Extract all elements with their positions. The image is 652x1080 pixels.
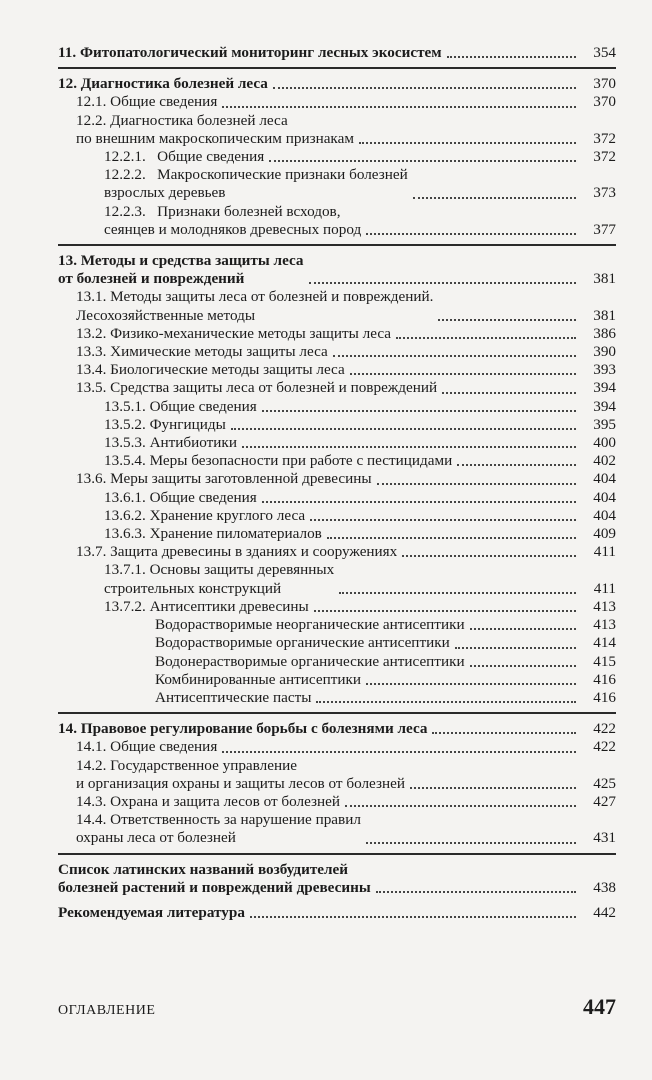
dot-leader (470, 628, 576, 630)
toc-entry-title-line: 13.1. Методы защиты леса от болезней и повреждений. (76, 288, 434, 306)
toc-entry-page: 381 (593, 270, 616, 288)
toc-entry-title (104, 416, 226, 434)
table-of-contents (58, 44, 616, 922)
toc-entry-title (76, 738, 217, 756)
toc-entry-page: 370 (593, 93, 616, 111)
dot-leader (377, 483, 576, 485)
toc-entry-title (104, 525, 322, 543)
dot-leader (410, 787, 576, 789)
toc-entry[interactable] (58, 598, 616, 616)
toc-entry-title-line: 11. Фитопатологический мониторинг лесных экосистем (58, 44, 442, 61)
toc-entry[interactable] (58, 720, 616, 738)
toc-entry[interactable] (58, 470, 616, 488)
toc-entry[interactable] (58, 793, 616, 811)
dot-leader (442, 392, 576, 394)
toc-entry-page: 404 (593, 488, 616, 506)
toc-entry-title-line: 13.7.2. Антисептики древесины (104, 597, 309, 615)
dot-leader (359, 142, 576, 144)
dot-leader (470, 665, 576, 667)
toc-entry-title-line: 13.3. Химические методы защиты леса (76, 343, 328, 361)
toc-entry-title-line: 14.2. Государственное управление (76, 756, 297, 774)
dot-leader (413, 197, 576, 199)
toc-entry-title-line: 13.6.2. Хранение круглого леса (104, 506, 306, 524)
toc-entry-title-line: 13.7. Защита древесины в зданиях и сооружениях (76, 543, 398, 561)
section-divider (58, 712, 616, 714)
dot-leader (222, 106, 576, 108)
dot-leader (231, 428, 576, 430)
toc-entry-title-line: 13.6.1. Общие сведения (104, 488, 257, 506)
toc-entry-title (104, 434, 237, 452)
toc-entry-page: 414 (593, 634, 616, 652)
toc-entry-page: 438 (593, 878, 616, 896)
dot-leader (345, 805, 576, 807)
toc-entry-page: 416 (593, 670, 616, 688)
dot-leader (333, 355, 576, 357)
page-number: 447 (583, 994, 616, 1019)
toc-entry-title (58, 252, 304, 288)
toc-entry-title-line: 13.2. Физико-механические методы защиты леса (76, 324, 392, 342)
toc-entry-page: 411 (593, 543, 616, 561)
dot-leader (314, 610, 576, 612)
toc-entry-page: 404 (593, 470, 616, 488)
toc-entry[interactable] (58, 671, 616, 689)
toc-entry-title-line: Список латинских названий возбудителей (58, 860, 349, 878)
toc-entry[interactable] (58, 525, 616, 543)
section-divider (58, 244, 616, 246)
toc-entry-title (76, 112, 354, 148)
toc-entry[interactable] (58, 148, 616, 166)
dot-leader (350, 373, 576, 375)
dot-leader (438, 319, 576, 321)
toc-entry-title-line: строительных конструкций (104, 579, 282, 597)
spacer (58, 897, 616, 904)
toc-entry-title (76, 793, 340, 811)
toc-entry[interactable] (58, 75, 616, 93)
toc-entry-title-line: 12.2. Диагностика болезней леса (76, 111, 288, 129)
toc-entry-page: 404 (593, 506, 616, 524)
toc-entry[interactable] (58, 325, 616, 343)
toc-entry-title (58, 720, 427, 738)
toc-entry-title-line: 12.2.3. Признаки болезней всходов, (104, 202, 341, 220)
toc-entry-page: 390 (593, 343, 616, 361)
toc-entry[interactable] (58, 203, 616, 239)
toc-entry-page: 393 (593, 361, 616, 379)
toc-entry-title-line: 13. Методы и средства защиты леса (58, 252, 304, 270)
toc-entry-title (104, 203, 361, 239)
toc-entry-page: 422 (593, 720, 616, 738)
toc-entry-title-line: сеянцев и молодняков древесных пород (104, 220, 362, 238)
toc-entry[interactable] (58, 861, 616, 897)
toc-entry-page: 381 (593, 306, 616, 324)
toc-entry-page: 354 (593, 44, 616, 61)
toc-entry-title-line: Рекомендуемая литература (58, 903, 245, 921)
toc-entry-title (58, 44, 442, 62)
dot-leader (455, 647, 576, 649)
dot-leader (402, 555, 576, 557)
toc-entry-page: 427 (593, 792, 616, 810)
running-footer-title: ОГЛАВЛЕНИЕ (58, 1003, 156, 1018)
dot-leader (273, 87, 576, 89)
toc-entry[interactable] (58, 507, 616, 525)
toc-entry-title-line: Водорастворимые неорганические антисептики (155, 616, 465, 634)
toc-entry-title (76, 288, 433, 324)
toc-entry-title (76, 379, 437, 397)
toc-entry-title (76, 811, 361, 847)
toc-entry-title (76, 325, 391, 343)
toc-entry-title-line: 12. Диагностика болезней леса (58, 75, 268, 93)
toc-entry[interactable] (58, 738, 616, 756)
toc-entry-page: 373 (593, 184, 616, 202)
toc-entry-page: 442 (593, 903, 616, 921)
toc-entry-title (76, 343, 328, 361)
toc-entry-title (155, 634, 450, 652)
toc-entry-title (104, 452, 452, 470)
toc-entry-page: 395 (593, 415, 616, 433)
dot-leader (242, 446, 576, 448)
toc-entry-title (104, 148, 264, 166)
toc-entry[interactable] (58, 252, 616, 288)
toc-entry-page: 411 (593, 579, 616, 597)
dot-leader (250, 916, 576, 918)
toc-entry-page: 402 (593, 452, 616, 470)
toc-entry-title-line: Водонерастворимые органические антисептики (155, 652, 465, 670)
toc-entry-title-line: 13.6. Меры защиты заготовленной древесины (76, 470, 372, 488)
toc-entry[interactable] (58, 93, 616, 111)
toc-entry-title (155, 653, 465, 671)
toc-entry[interactable] (58, 44, 616, 62)
toc-entry-page: 422 (593, 738, 616, 756)
toc-entry-title-line: 14.4. Ответственность за нарушение правил (76, 811, 361, 829)
toc-entry-title-line: 12.2.1. Общие сведения (104, 148, 265, 166)
toc-entry-page: 413 (593, 616, 616, 634)
toc-entry[interactable] (58, 398, 616, 416)
toc-entry-page: 386 (593, 324, 616, 342)
dot-leader (366, 842, 576, 844)
toc-entry-title-line: 13.5.4. Меры безопасности при работе с пестицидами (104, 452, 453, 470)
dot-leader (327, 537, 576, 539)
toc-entry-page: 400 (593, 434, 616, 452)
toc-entry[interactable] (58, 343, 616, 361)
toc-entry-title (104, 166, 408, 202)
toc-entry[interactable] (58, 904, 616, 922)
dot-leader (366, 683, 576, 685)
toc-entry-page: 416 (593, 688, 616, 706)
toc-entry-title-line: и организация охраны и защиты лесов от болезней (76, 774, 405, 792)
toc-entry-page: 394 (593, 379, 616, 397)
toc-entry[interactable] (58, 489, 616, 507)
toc-entry-page: 425 (593, 774, 616, 792)
toc-entry-title (58, 904, 245, 922)
toc-entry-title-line: 13.4. Биологические методы защиты леса (76, 361, 345, 379)
dot-leader (310, 519, 576, 521)
toc-entry[interactable] (58, 416, 616, 434)
toc-entry-page: 409 (593, 525, 616, 543)
toc-entry-title-line: от болезней и повреждений (58, 270, 245, 288)
toc-entry[interactable] (58, 288, 616, 324)
toc-entry[interactable] (58, 166, 616, 202)
toc-entry-title-line: 13.5.1. Общие сведения (104, 397, 257, 415)
toc-entry[interactable] (58, 379, 616, 397)
toc-entry-title-line: болезней растений и повреждений древесины (58, 878, 371, 896)
dot-leader (447, 56, 576, 58)
toc-entry-title (155, 689, 311, 707)
toc-entry-title (104, 398, 257, 416)
toc-entry[interactable] (58, 811, 616, 847)
toc-entry-title (76, 93, 217, 111)
toc-entry-title-line: взрослых деревьев (104, 184, 226, 202)
toc-entry[interactable] (58, 616, 616, 634)
section-divider (58, 67, 616, 69)
toc-entry-title (76, 361, 345, 379)
toc-entry[interactable] (58, 543, 616, 561)
toc-entry-title (104, 561, 334, 597)
toc-entry-page: 413 (593, 597, 616, 615)
toc-entry-title-line: охраны леса от болезней (76, 829, 236, 847)
toc-entry-title-line: 13.5.2. Фунгициды (104, 415, 226, 433)
toc-entry-title (155, 616, 465, 634)
toc-entry-page: 377 (593, 220, 616, 238)
toc-entry-title-line: 12.1. Общие сведения (76, 93, 218, 111)
toc-entry-title (104, 507, 305, 525)
toc-entry-title-line: 12.2.2. Макроскопические признаки болезней (104, 166, 408, 184)
toc-entry-title (76, 470, 372, 488)
toc-entry-title-line: по внешним макроскопическим признакам (76, 129, 354, 147)
toc-entry-title-line: Комбинированные антисептики (155, 670, 361, 688)
toc-entry-title-line: Лесохозяйственные методы (76, 306, 256, 324)
toc-entry-title-line: 14.1. Общие сведения (76, 738, 218, 756)
dot-leader (366, 233, 576, 235)
toc-entry[interactable] (58, 361, 616, 379)
toc-entry[interactable] (58, 634, 616, 652)
toc-entry-page: 415 (593, 652, 616, 670)
dot-leader (457, 464, 576, 466)
toc-entry-title-line: 13.6.3. Хранение пиломатериалов (104, 525, 322, 543)
dot-leader (222, 751, 576, 753)
toc-entry-title (104, 489, 257, 507)
toc-entry[interactable] (58, 561, 616, 597)
toc-entry[interactable] (58, 112, 616, 148)
toc-entry-title-line: Водорастворимые органические антисептики (155, 634, 450, 652)
dot-leader (269, 160, 576, 162)
toc-entry-title-line: 13.5. Средства защиты леса от болезней и повреждений (76, 379, 438, 397)
toc-entry[interactable] (58, 653, 616, 671)
section-divider (58, 853, 616, 855)
toc-entry-page: 372 (593, 129, 616, 147)
toc-entry-title-line: 13.5.3. Антибиотики (104, 434, 237, 452)
toc-entry-title (155, 671, 361, 689)
toc-entry-title (104, 598, 309, 616)
toc-entry[interactable] (58, 689, 616, 707)
dot-leader (376, 891, 576, 893)
toc-entry-title (76, 757, 405, 793)
toc-entry-title (76, 543, 397, 561)
dot-leader (262, 410, 576, 412)
dot-leader (396, 337, 576, 339)
toc-entry-title-line: 14.3. Охрана и защита лесов от болезней (76, 792, 341, 810)
toc-entry-page: 370 (593, 75, 616, 93)
dot-leader (309, 282, 576, 284)
toc-entry[interactable] (58, 757, 616, 793)
dot-leader (339, 592, 576, 594)
dot-leader (262, 501, 576, 503)
toc-entry-page: 372 (593, 148, 616, 166)
toc-entry-page: 394 (593, 397, 616, 415)
toc-entry-title-line: 13.7.1. Основы защиты деревянных (104, 561, 335, 579)
toc-entry-title-line: Антисептические пасты (155, 688, 312, 706)
toc-entry-page: 431 (593, 829, 616, 847)
dot-leader (316, 701, 576, 703)
dot-leader (432, 732, 576, 734)
toc-entry-title (58, 861, 371, 897)
toc-entry[interactable] (58, 434, 616, 452)
toc-entry-title-line: 14. Правовое регулирование борьбы с болезнями леса (58, 720, 428, 738)
toc-entry[interactable] (58, 452, 616, 470)
toc-entry-title (58, 75, 268, 93)
